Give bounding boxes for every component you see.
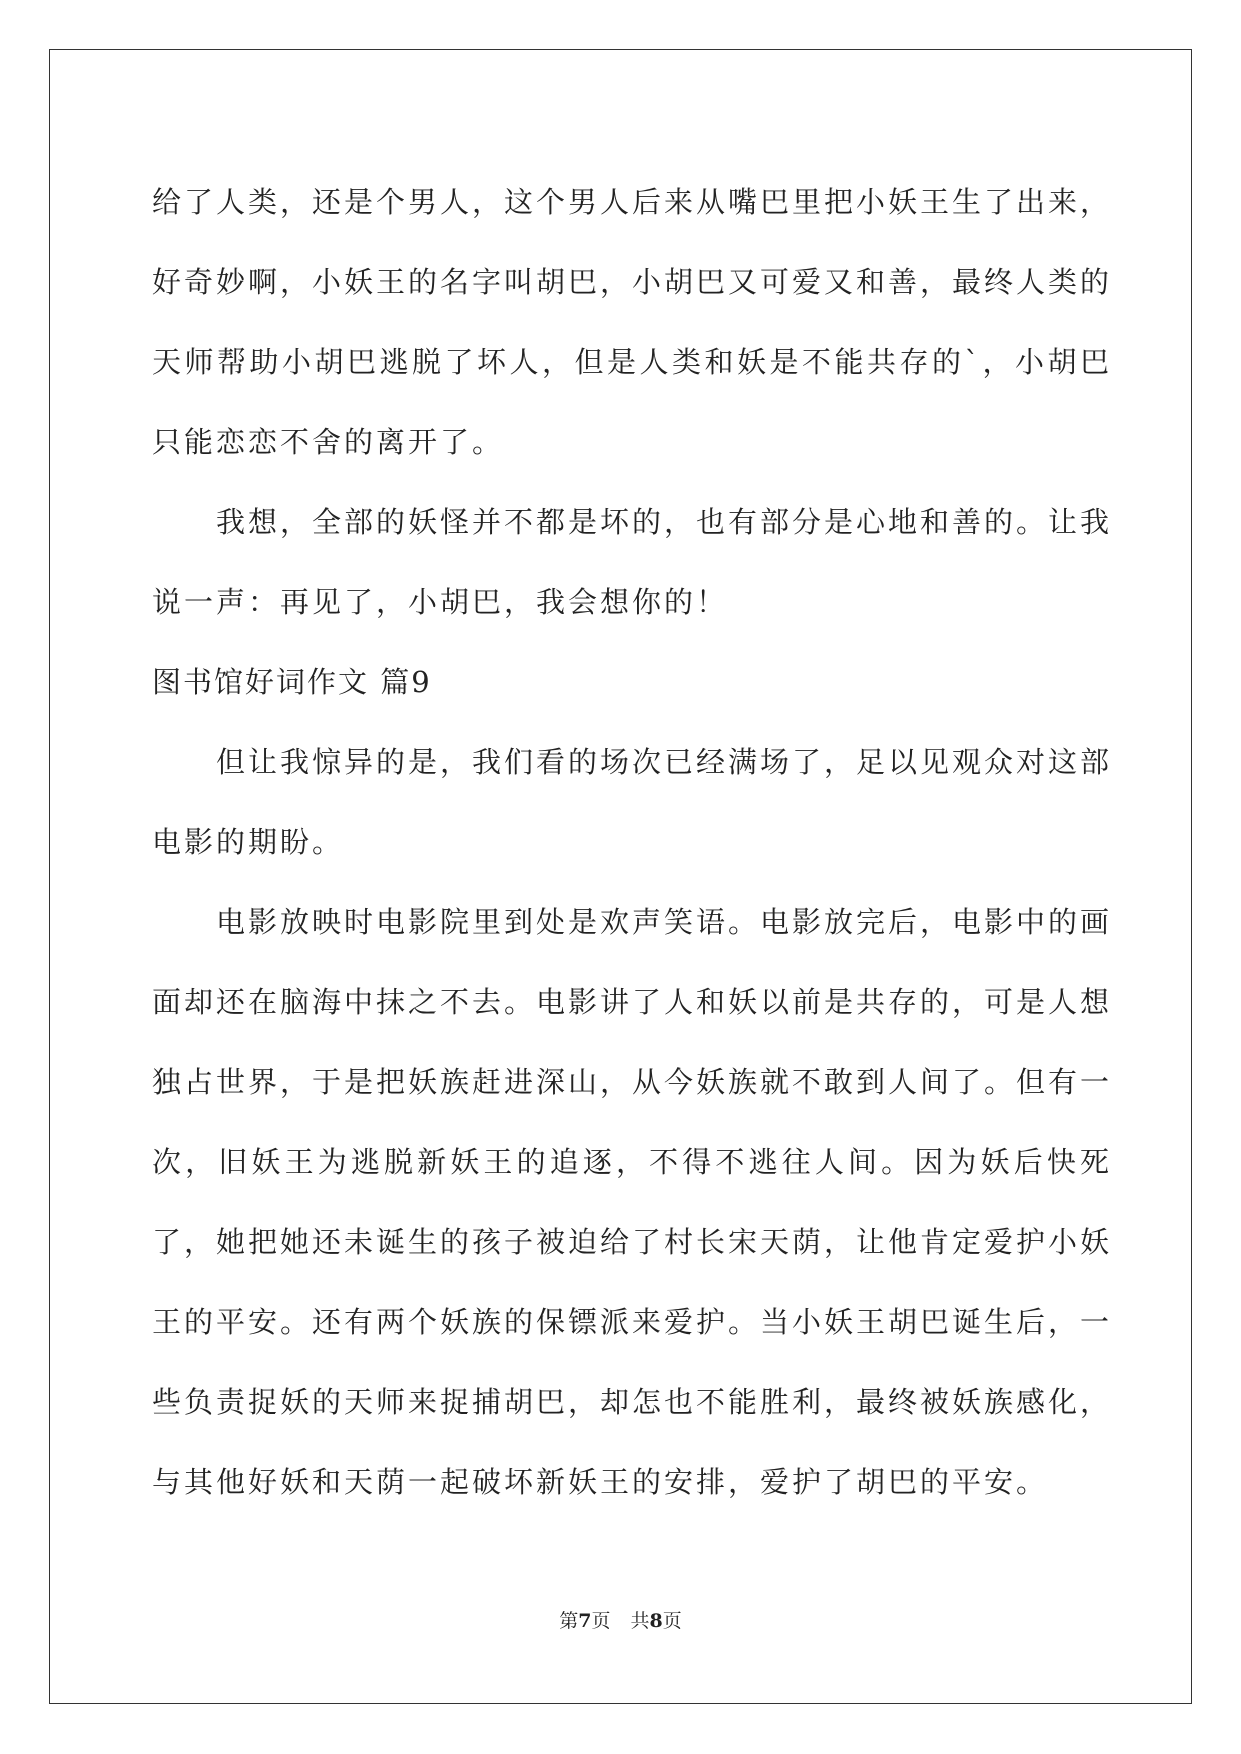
section-heading: 图书馆好词作文 篇9 — [152, 665, 432, 699]
paragraph: 我想，全部的妖怪并不都是坏的，也有部分是心地和善的。让我说一声：再见了，小胡巴，我会想你的！ — [152, 505, 1113, 619]
footer-prefix: 第 — [559, 1610, 579, 1632]
paragraph: 但让我惊异的是，我们看的场次已经满场了，足以见观众对这部电影的期盼。 — [152, 745, 1113, 859]
total-page-number: 8 — [649, 1610, 663, 1632]
page-footer — [0, 1606, 1241, 1633]
paragraph-continuation: 给了人类，还是个男人，这个男人后来从嘴巴里把小妖王生了出来，好奇妙啊，小妖王的名字叫胡巴，小胡巴又可爱又和善，最终人类的天师帮助小胡巴逃脱了坏人，但是人类和妖是不能共存的`，小胡巴只能恋恋不舍的离开了。 — [152, 185, 1113, 459]
footer-total-suffix: 页 — [662, 1610, 682, 1632]
current-page-number: 7 — [578, 1610, 592, 1632]
footer-page-suffix: 页 — [591, 1610, 611, 1632]
footer-total-prefix: 共 — [630, 1610, 650, 1632]
document-body — [152, 162, 1112, 1522]
paragraph: 电影放映时电影院里到处是欢声笑语。电影放完后，电影中的画面却还在脑海中抹之不去。电影讲了人和妖以前是共存的，可是人想独占世界，于是把妖族赶进深山，从今妖族就不敢到人间了。但有一次，旧妖王为逃脱新妖王的追逐，不得不逃往人间。因为妖后快死了，她把她还未诞生的孩子被迫给了村长宋天荫，让他肯定爱护小妖王的平安。还有两个妖族的保镖派来爱护。当小妖王胡巴诞生后，一些负责捉妖的天师来捉捕胡巴，却怎也不能胜利，最终被妖族感化，与其他好妖和天荫一起破坏新妖王的安排，爱护了胡巴的平安。 — [152, 905, 1113, 1499]
